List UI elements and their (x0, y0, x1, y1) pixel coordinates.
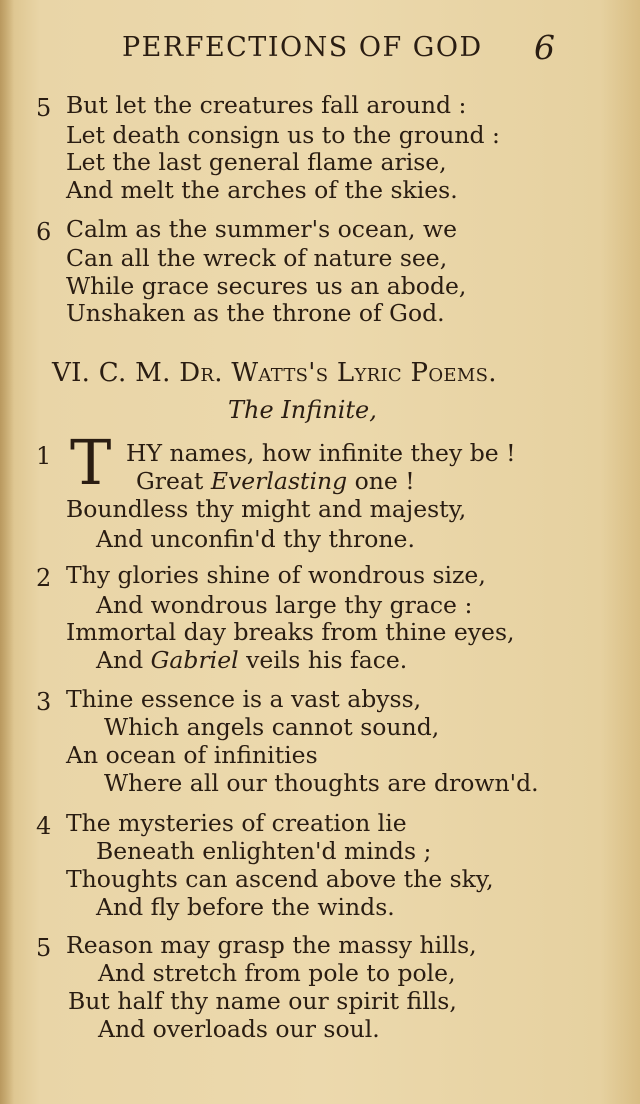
text-run: veils his face. (238, 646, 408, 674)
verse-line: Boundless thy might and majesty, (66, 495, 467, 523)
verse-number: 6 (36, 218, 52, 246)
verse-line: HY names, how infinite they be ! (126, 439, 516, 467)
verse-line: Thine essence is a vast abyss, (66, 685, 422, 713)
verse-line: Thy glories shine of wondrous size, (66, 561, 486, 589)
verse-number: 4 (36, 812, 52, 840)
page-gutter-shadow (0, 0, 14, 1104)
verse-line: Beneath enlighten'd minds ; (96, 837, 432, 865)
verse-line: And unconfin'd thy throne. (96, 525, 415, 553)
italic-word: Everlasting (210, 467, 348, 495)
page-number: 6 (534, 28, 555, 67)
verse-line: Let the last general flame arise, (66, 148, 447, 176)
hymn-subtitle: The Infinite, (228, 396, 377, 424)
verse-line (96, 646, 408, 674)
verse-line: Immortal day breaks from thine eyes, (66, 618, 515, 646)
verse-line: Let death consign us to the ground : (66, 121, 500, 149)
verse-line: While grace secures us an abode, (66, 272, 467, 300)
verse-line: Can all the wreck of nature see, (66, 244, 448, 272)
drop-cap: T (70, 426, 112, 499)
text-run: one ! (347, 467, 415, 495)
verse-number: 1 (36, 442, 52, 470)
text-run: Great (136, 467, 211, 495)
verse-number: 5 (36, 94, 52, 122)
verse-line: Where all our thoughts are drown'd. (104, 769, 539, 797)
verse-number: 2 (36, 564, 52, 592)
verse-line: Thoughts can ascend above the sky, (66, 865, 494, 893)
verse-line: Unshaken as the throne of God. (66, 299, 445, 327)
verse-line: But half thy name our spirit fills, (68, 987, 457, 1015)
verse-line: And melt the arches of the skies. (66, 176, 458, 204)
verse-line: And overloads our soul. (98, 1015, 380, 1043)
verse-line: Which angels cannot sound, (104, 713, 440, 741)
verse-line: Reason may grasp the massy hills, (66, 931, 477, 959)
verse-line: And stretch from pole to pole, (98, 959, 456, 987)
verse-line: The mysteries of creation lie (66, 809, 407, 837)
italic-word: Gabriel (150, 646, 239, 674)
verse-line (136, 467, 415, 495)
running-header (0, 28, 640, 78)
verse-number: 5 (36, 934, 52, 962)
text-run: And (96, 646, 151, 674)
verse-line: Calm as the summer's ocean, we (66, 215, 457, 243)
verse-line: An ocean of infinities (66, 741, 318, 769)
verse-line: And wondrous large thy grace : (96, 591, 473, 619)
verse-line: But let the creatures fall around : (66, 91, 467, 119)
verse-line: And fly before the winds. (96, 893, 395, 921)
verse-number: 3 (36, 688, 52, 716)
hymn-heading: VI. C. M. Dr. Watts's Lyric Poems. (52, 358, 497, 388)
header-title: PERFECTIONS OF GOD (122, 32, 483, 63)
